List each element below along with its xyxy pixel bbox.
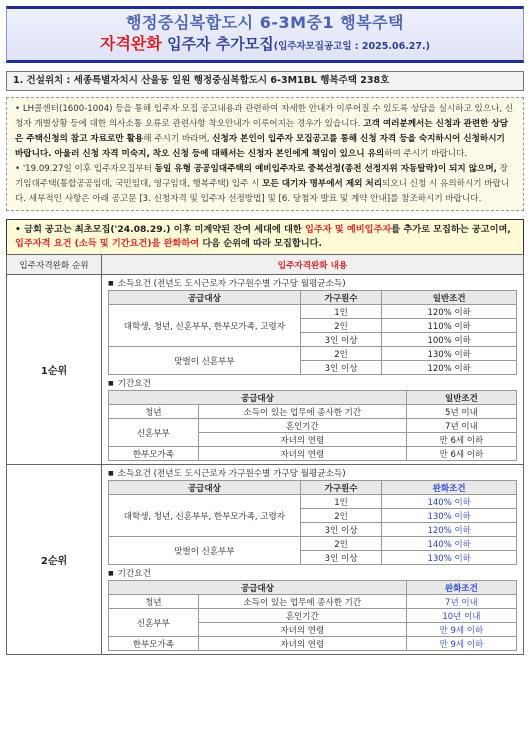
income-limit-cell: 120% 이하 [382,523,517,537]
notice-paragraph-1: • LH콜센터(1600-1004) 등을 통해 입주자 모집 공고내용과 관련하여 자세한 안내가 이루어질 수 있도록 상담을 실시하고 있으나, 신청자 개별상황 등에 대한 의사소통 오류로 관련사항 착오안내가 이루어지는 경우가 있습니다. 고객 여러분께서는 신청과 관련한 상담은 주택신청의 참고 자료로만 활용해 주시기 바라며, 신청자 본인이 입주자 모집공고를 통해 신청 자격 등을 숙지하시어 신청하시기 바랍니다. 아울러 신청 자격 미숙지, 착오 신청 등에 대해서는 신청자 본인에게 책임이 있으니 유의하여 주시기 바랍니다. [15,104,514,159]
col-header-rank: 입주자격완화 순위 [7,255,102,275]
period-target-cell: 한부모가족 [109,447,199,461]
notice-text: 하여 주시기 바랍니다. [384,149,468,159]
period-table [108,390,517,461]
period-requirement-heading [108,567,517,580]
period-condition-cell: 만 6세 이하 [406,433,516,447]
income-header-cell: 일반조건 [382,291,517,305]
income-table [108,290,517,375]
period-target-cell: 신혼부부 [109,419,199,447]
period-header-cell: 완화조건 [406,581,516,595]
household-size-cell: 3인 이상 [300,333,382,347]
period-condition-cell: 5년 이내 [406,405,516,419]
period-condition-cell: 만 6세 이하 [406,447,516,461]
rank-label: 2순위 [7,465,102,655]
title-relaxed-label: 자격완화 [100,34,162,53]
supply-target-cell: 맞벌이 신혼부부 [109,537,301,565]
table-row [109,637,517,651]
household-size-cell: 2인 [300,347,382,361]
household-size-cell: 2인 [300,509,382,523]
table-row [109,495,517,509]
period-description-cell: 자녀의 연령 [198,433,406,447]
income-table [108,480,517,565]
income-limit-cell: 140% 이하 [382,495,517,509]
income-header-cell: 공급대상 [109,481,301,495]
household-size-cell: 3인 이상 [300,361,382,375]
recruit-text: 금회 공고는 최초모집('24.08.29.) 이후 미계약된 잔여 세대에 대한 [24,224,302,235]
household-size-cell: 1인 [300,305,382,319]
table-row [109,595,517,609]
rank-row [7,465,524,655]
bullet-square-icon: ■ [108,570,114,577]
period-condition-cell: 만 9세 이하 [406,637,516,651]
period-requirement-heading [108,377,517,390]
household-size-cell: 2인 [300,319,382,333]
period-target-cell: 한부모가족 [109,637,199,651]
income-limit-cell: 130% 이하 [382,551,517,565]
rank-label: 1순위 [7,275,102,465]
notice-text: 장기임대주택(통합공공임대, 국민임대, 영구임대, 행복주택) 입주 시 [15,164,508,189]
household-size-cell: 2인 [300,537,382,551]
notice-text: 해 주시기 바라며, [143,134,210,144]
rank-content [102,275,524,465]
title-line-1: 행정중심복합도시 6-3M중1 행복주택 [125,13,405,32]
table-header-row [109,391,517,405]
recruit-text: 를 추가로 모집하는 공고이며, [391,224,511,235]
table-row [109,609,517,623]
income-limit-cell: 110% 이하 [382,319,517,333]
notice-bold-text: 신청자 본인이 입주자 모집공고를 통해 신청 자격 등을 숙지하시어 신청하시기 바랍니다. 아울러 신청 자격 미숙지, 착오 신청 등에 대해서는 신청자 본인에게 책임이 있으니 유의 [15,134,505,159]
income-requirement-heading [108,467,517,480]
income-limit-cell: 120% 이하 [382,305,517,319]
household-size-cell: 1인 [300,495,382,509]
income-limit-cell: 100% 이하 [382,333,517,347]
table-header-row [109,481,517,495]
income-limit-cell: 120% 이하 [382,361,517,375]
supply-target-cell: 맞벌이 신혼부부 [109,347,301,375]
notice-bold-text: 모든 대기자 명부에서 제외 처리 [262,179,383,189]
period-description-cell: 자녀의 연령 [198,637,406,651]
period-target-cell: 신혼부부 [109,609,199,637]
period-header-cell: 공급대상 [109,391,407,405]
income-requirement-title: 소득요건 (전년도 도시근로자 가구원수별 가구당 월평균소득) [117,469,346,479]
notice-text: 되오니 신청 시 유의하시기 바랍니다. 세부적인 사항은 아래 공고문 [3. 신청자격 및 입주자 선정방법] 및 [6. 당첨자 발표 및 계약 안내]를 참조하시기 바랍니다. [15,179,510,204]
recruit-highlight: 입주자 및 예비입주자 [304,224,392,235]
income-header-cell: 가구원수 [300,291,382,305]
period-requirement-title: 기간요건 [117,379,151,389]
notice-bold-text: 동일 유형 공공임대주택의 예비입주자로 중복선정(종전 선정지위 자동탈락)이 되지 않으며, [154,164,497,174]
bullet-square-icon: ■ [108,470,114,477]
period-condition-cell: 7년 이내 [406,419,516,433]
period-header-cell: 공급대상 [109,581,407,595]
income-requirement-heading [108,277,517,290]
construction-location: 1. 건설위치 : 세종특별자치시 산울동 일원 행정중심복합도시 6-3M1BL 행복주택 238호 [6,71,524,91]
rank-content [102,465,524,655]
table-row [109,537,517,551]
household-size-cell: 3인 이상 [300,523,382,537]
period-description-cell: 소득이 있는 업무에 종사한 기간 [198,405,406,419]
notice-paragraph-2: • '19.09.27일 이후 입주자모집부터 동일 유형 공공임대주택의 예비입주자로 중복선정(종전 선정지위 자동탈락)이 되지 않으며, 장기임대주택(통합공공임대, 국민임대, 영구임대, 행복주택) 입주 시 모든 대기자 명부에서 제외 처리되오니 신청 시 유의하시기 바랍니다. 세부적인 사항은 아래 공고문 [3. 신청자격 및 입주자 선정방법] 및 [6. 당첨자 발표 및 계약 안내]를 참조하시기 바랍니다. [15,164,510,204]
table-row [109,447,517,461]
income-limit-cell: 140% 이하 [382,537,517,551]
table-header-row [109,581,517,595]
period-table [108,580,517,651]
notice-text: LH콜센터(1600-1004) 등을 통해 입주자 모집 공고내용과 관련하여 자세한 안내가 이루어질 수 있도록 상담을 실시하고 있으나, 신청자 개별상황 등에 대한 의사소통 오류로 관련사항 착오안내가 이루어지는 경우가 있습니다. [15,104,514,129]
notice-page [6,6,524,655]
announcement-date: (입주자모집공고일 : 2025.06.27.) [273,41,430,52]
period-header-cell: 일반조건 [406,391,516,405]
table-header-row [109,291,517,305]
recruitment-notice-box: • 금회 공고는 최초모집('24.08.29.) 이후 미계약된 잔여 세대에 대한 입주자 및 예비입주자를 추가로 모집하는 공고이며, 입주자격 요건 (소득 및 기간요건)을 완화하여 다음 순위에 따라 모집합니다. [6,219,524,254]
period-description-cell: 혼인기간 [198,609,406,623]
period-condition-cell: 7년 이내 [406,595,516,609]
period-condition-cell: 만 9세 이하 [406,623,516,637]
rank-row [7,275,524,465]
income-header-cell: 공급대상 [109,291,301,305]
title-recruit-label: 입주자 추가모집 [167,35,274,53]
period-condition-cell: 10년 이내 [406,609,516,623]
period-description-cell: 자녀의 연령 [198,447,406,461]
household-size-cell: 3인 이상 [300,551,382,565]
period-description-cell: 자녀의 연령 [198,623,406,637]
table-row [109,419,517,433]
bullet-square-icon: ■ [108,380,114,387]
title-banner [6,6,524,63]
notice-bold-text: 고객 여러분께서는 신청과 관련한 상담은 주택신청의 참고 자료로만 활용 [15,119,509,144]
recruit-highlight: 입주자격 요건 (소득 및 기간요건)을 완화하여 [15,238,200,249]
eligibility-relaxation-table [6,254,524,655]
supply-target-cell: 대학생, 청년, 신혼부부, 한부모가족, 고령자 [109,495,301,537]
recruit-text: 다음 순위에 따라 모집합니다. [202,238,322,249]
period-target-cell: 청년 [109,405,199,419]
income-header-cell: 완화조건 [382,481,517,495]
notice-text: '19.09.27일 이후 입주자모집부터 [22,164,152,174]
title-line-2 [7,33,523,58]
period-description-cell: 소득이 있는 업무에 종사한 기간 [198,595,406,609]
period-requirement-title: 기간요건 [117,569,151,579]
income-header-cell: 가구원수 [300,481,382,495]
period-target-cell: 청년 [109,595,199,609]
period-description-cell: 혼인기간 [198,419,406,433]
income-limit-cell: 130% 이하 [382,347,517,361]
table-row [109,405,517,419]
table-row [109,305,517,319]
col-header-content: 입주자격완화 내용 [102,255,524,275]
general-notice-box [6,97,524,211]
bullet-square-icon: ■ [108,280,114,287]
supply-target-cell: 대학생, 청년, 신혼부부, 한부모가족, 고령자 [109,305,301,347]
income-limit-cell: 130% 이하 [382,509,517,523]
table-row [109,347,517,361]
income-requirement-title: 소득요건 (전년도 도시근로자 가구원수별 가구당 월평균소득) [117,279,346,289]
